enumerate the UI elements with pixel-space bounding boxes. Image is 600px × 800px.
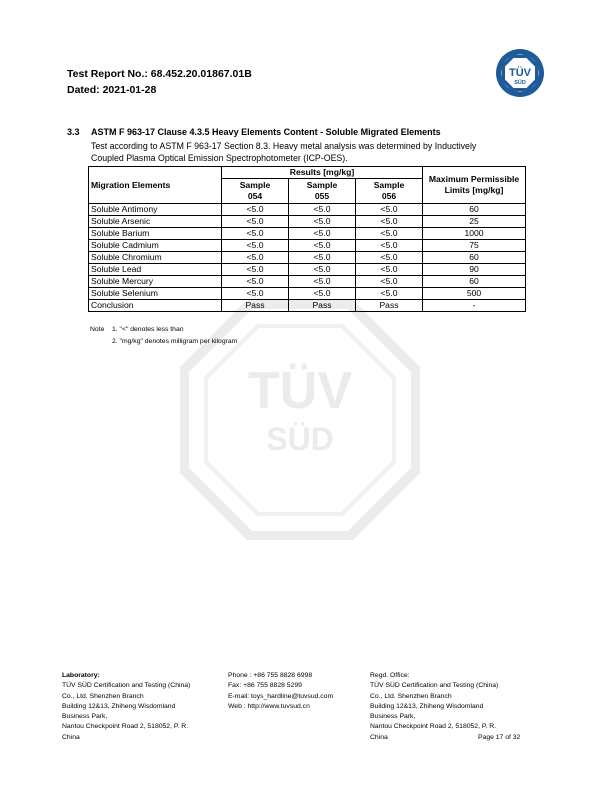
footer-contact [228,671,368,712]
regd-line: Co., Ltd. Shenzhen Branch [370,692,452,700]
note-label: Note [90,326,105,333]
section-number: 3.3 [67,127,80,137]
lab-line: Building 12&13, Zhiheng Wisdomland [62,702,176,710]
logo-text-bottom: SÜD [514,80,526,86]
tuv-sud-logo [495,48,545,98]
header-sample-054 [222,179,289,204]
limit-value: 90 [423,264,526,276]
section-description-line2: Coupled Plasma Optical Emission Spectrophotometer (ICP-OES). [91,153,348,163]
result-056: <5.0 [356,288,423,300]
logo-text-top: TÜV [509,67,531,79]
regd-line: Nantou Checkpoint Road 2, 518052, P. R. [370,723,497,731]
table-row [89,288,526,300]
result-056: <5.0 [356,216,423,228]
limit-value: 500 [423,288,526,300]
element-name: Soluble Cadmium [89,240,222,252]
result-054: <5.0 [222,264,289,276]
result-056: <5.0 [356,252,423,264]
result-054: <5.0 [222,216,289,228]
section-description [91,140,536,164]
limit-value: 60 [423,204,526,216]
result-055: <5.0 [289,288,356,300]
result-054: <5.0 [222,240,289,252]
sample-id: 056 [381,191,397,201]
result-054: <5.0 [222,252,289,264]
watermark-text-bottom: SÜD [266,421,334,457]
element-name: Soluble Lead [89,264,222,276]
regd-label: Regd. Office: [370,672,410,679]
conclusion-label: Conclusion [89,300,222,312]
result-055: <5.0 [289,252,356,264]
note-2: 2. "mg/kg" denotes milligram per kilogram [112,338,238,345]
element-name: Soluble Arsenic [89,216,222,228]
table-row [89,276,526,288]
regd-line: China [370,733,388,741]
header-sample-055 [289,179,356,204]
result-056: <5.0 [356,264,423,276]
report-date: Dated: 2021-01-28 [67,84,157,96]
result-056: <5.0 [356,204,423,216]
page-number: Page 17 of 32 [478,734,521,741]
contact-email[interactable]: E-mail: toys_hardline@tuvsud.com [228,692,334,700]
conclusion-row [89,300,526,312]
regd-line: TÜV SÜD Certification and Testing (China) [370,682,499,690]
result-054: <5.0 [222,228,289,240]
limit-value: 60 [423,276,526,288]
result-055: <5.0 [289,276,356,288]
lab-line: Co., Ltd. Shenzhen Branch [62,692,144,700]
element-name: Soluble Barium [89,228,222,240]
result-054: <5.0 [222,276,289,288]
contact-phone: Phone : +86 755 8828 6998 [228,672,313,679]
header-max-limits: Maximum Permissible Limits [mg/kg] [423,167,526,204]
result-054: <5.0 [222,288,289,300]
conclusion-054: Pass [222,300,289,312]
section-description-line1: Test according to ASTM F 963-17 Section 8.3. Heavy metal analysis was determined by Inductively [91,141,477,151]
result-055: <5.0 [289,240,356,252]
header-migration-elements: Migration Elements [89,167,222,204]
note-1: 1. "<" denotes less than [112,326,184,333]
limit-value: 1000 [423,228,526,240]
result-055: <5.0 [289,216,356,228]
table-row [89,216,526,228]
lab-line: Nantou Checkpoint Road 2, 518052, P. R. [62,723,189,731]
report-number: Test Report No.: 68.452.20.01867.01B [67,68,252,80]
result-056: <5.0 [356,240,423,252]
result-054: <5.0 [222,204,289,216]
table-row [89,228,526,240]
conclusion-055: Pass [289,300,356,312]
regd-line: Business Park, [370,713,416,721]
table-row [89,204,526,216]
element-name: Soluble Selenium [89,288,222,300]
lab-line: China [62,733,80,741]
table-header-row-1 [89,167,526,179]
table-row [89,252,526,264]
contact-web[interactable]: Web : http://www.tuvsud.cn [228,702,310,710]
result-056: <5.0 [356,276,423,288]
regd-line: Building 12&13, Zhiheng Wisdomland [370,702,484,710]
element-name: Soluble Antimony [89,204,222,216]
header-sample-056 [356,179,423,204]
laboratory-label: Laboratory: [62,672,100,679]
watermark-logo [180,300,420,540]
header-results: Results [mg/kg] [222,167,423,179]
watermark-text-top: TÜV [248,362,352,420]
sample-id: 054 [247,191,263,201]
element-name: Soluble Mercury [89,276,222,288]
results-table [88,166,526,312]
contact-fax: Fax: +86 755 8828 5299 [228,682,302,690]
limit-value: 60 [423,252,526,264]
element-name: Soluble Chromium [89,252,222,264]
table-row [89,264,526,276]
sample-label: Sample [239,180,271,190]
sample-id: 055 [314,191,330,201]
lab-line: Business Park, [62,713,108,721]
result-055: <5.0 [289,228,356,240]
sample-label: Sample [306,180,338,190]
limit-value: 75 [423,240,526,252]
conclusion-056: Pass [356,300,423,312]
result-056: <5.0 [356,228,423,240]
table-row [89,240,526,252]
result-055: <5.0 [289,204,356,216]
result-055: <5.0 [289,264,356,276]
limit-value: 25 [423,216,526,228]
sample-label: Sample [373,180,405,190]
lab-line: TÜV SÜD Certification and Testing (China) [62,682,191,690]
footer-laboratory [62,671,222,743]
conclusion-limit: - [423,300,526,312]
section-title: ASTM F 963-17 Clause 4.3.5 Heavy Elements Content - Soluble Migrated Elements [91,127,441,137]
